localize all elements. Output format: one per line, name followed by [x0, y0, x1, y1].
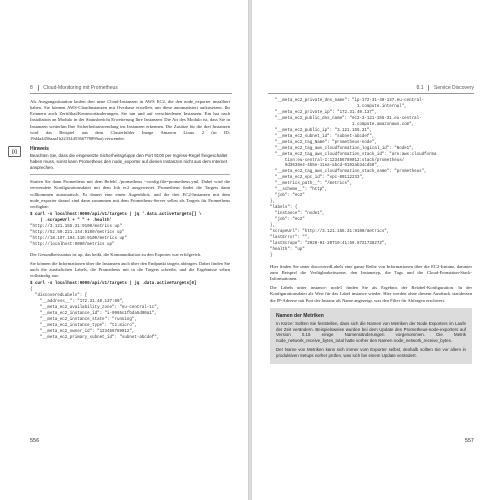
right-page-content — [270, 99, 472, 364]
paragraph-1: Hier finden Sie unter discoveredLabels eine ganze Reihe von Informationen über die EC2-Instanz, darunter zum Beispiel die Verfügbarkeitszone, den Instanztyp, die Tags und die Cloud-Formation-Stack-Informationen. — [270, 263, 472, 282]
tip-rule — [30, 174, 230, 175]
section-number: 8.1 — [416, 85, 424, 91]
chapter-title: Cloud-Monitoring mit Prometheus — [43, 85, 118, 91]
running-head-left — [30, 84, 118, 92]
code-block-1-command: $ curl -s localhost:9090/api/v1/targets | jq '.data.activeTargets[] \ | .scrapeUrl + " " + .health' — [30, 213, 202, 224]
paragraph-3: Der Gesundheitsstatus ist up, das heißt, die Kommunikation zu den Exporter war erfolgreich. — [30, 251, 202, 257]
tip-title: Hinweis — [30, 146, 49, 153]
header-rule — [268, 93, 474, 94]
left-page — [0, 0, 248, 500]
code-block-3: "__meta_ec2_private_dns_name": "ip-172-31-40-137.eu-central- 1.compute.internal", "__meta_ec2_private_ip": "172.31.40.137", "__meta_ec2_public_dns_name": "ec2-3-121-155-31.eu-central- 1.compute.amazonaws.com", "__meta_ec2_public_ip": "3.121.155.31", "__meta_ec2_subnet_id": "subnet-abcdef", "__meta_ec2_tag_Name": "prometheus-node", "__meta_ec2_tag_aws_cloudformation_logical_id": "Node1", "__meta_ec2_tag_aws_cloudformation_stack_id": "arn:aws:cloudforma tion:eu-central-1:123456789012:stack/prometheus/ 9d3639e4-4b5e-11ea-abcd-0102ab34cd56", "__meta_ec2_tag_aws_cloudformation_stack_name": "prometheus", "__meta_ec2_vpc_id": "vpc-00112233", "__metrics_path__": "/metrics", "__scheme__": "http", "job": "ec2" }, "labels": { "instance": "node1", "job": "ec2" }, "scrapeUrl": "http://3.121.155.31:9100/metrics", "lastError": "", "lastScrape": "2020-01-20T10:41:59.872173827Z", "health": "up" } — [270, 99, 437, 258]
chapter-number: 8 — [30, 85, 33, 91]
tip-box — [12, 146, 230, 174]
header-rule — [30, 93, 232, 94]
header-separator — [38, 85, 39, 91]
code-block-2-command: $ curl -s localhost:9090/api/v1/targets | jq .data.activeTargets[0] — [30, 282, 197, 287]
info-box-paragraph-2: Der Name von Metriken kann sich immer vom Exporter selbst, deshalb sollten Sie vor allem in produktiven Setups vorher prüfen, was sich bei einem Update verändert. — [276, 347, 466, 359]
right-page — [252, 0, 500, 500]
tip-text: Beachten Sie, dass die eingesetzte Sicherheitsgruppe den Port 9100 per Ingress-Regel freigeschaltet haben muss, sonst kann Prometheus den node_exporter auf diesen Instanzen nicht aus dem Internet ansprechen. — [30, 153, 228, 170]
page-number-left: 556 — [30, 438, 40, 444]
running-head-right — [417, 84, 474, 92]
header-separator — [428, 85, 429, 91]
paragraph-2: Starten Sie dann Prometheus mit dem Befehl ./prometheus --config.file=prometheus.yml. Dabei wird die verwendete Konfigurationsdatei mit dem Job ec2 ausgewertet. Prometheus findet die Targets dann vollkommen automatisch. Es dauert eine einen Augenblick, und die drei EC2-Instanzen mit dem node_exporter darauf sind dann zusammen mit dem Prometheus-Server selbst als Targets für Prometheus verfügbar: — [30, 179, 230, 209]
code-block-2-output: { "discoveredLabels": { "__address__": "172.31.40.137:80", "__meta_ec2_availability_zone": "eu-central-1c", "__meta_ec2_instance_id": "i-0965c1fbda5d00a1", "__meta_ec2_instance_state": "running", "__meta_ec2_instance_type": "t2.micro", "__meta_ec2_owner_id": "123456789012", "__meta_ec2_primary_subnet_id": "subnet-abcdef", — [30, 288, 160, 341]
left-page-content — [12, 99, 230, 342]
paragraph-2: Die Labels unter instance: node1 finden Sie als Ergebnis der Relabel-Konfiguration. In der Konfigurationsdatei als Wert für das Label instance wieder. Hier werden ohne diesem Ausdruck stattdessen die IP-Adresse mit Port der Instanz als Name angezeigt, was den Filter für Abfragen erschwert. — [270, 285, 472, 303]
section-title: Service Discovery — [433, 85, 474, 91]
page-number-right: 557 — [464, 438, 474, 444]
info-box-title: Namen der Metriken — [276, 312, 324, 319]
info-box-paragraph-1: In Kürze: Sollten Sie feststellen, dass sich die Namen von Metriken der Node Exporters im Laufe der Zeit verändern. Beispielsweise wurden bei dem Update des Prometheus-node-exporters auf Version 0.16 einige Namensänderungen vorgenommen. Die Metrik node_network_receive_bytes_total hatte vorher den Namen node_network_receive_bytes. — [276, 320, 466, 344]
code-block-1-output: "http://3.121.155.31:9100/metrics up" "http://52.59.221.144:9100/metrics up" "http://18.197.194.110:9100/metrics up" "http://localhost:9090/metrics up" — [30, 225, 127, 247]
info-box — [270, 308, 472, 364]
tip-icon: [!] — [8, 146, 21, 157]
paragraph-4: Sie können die Informationen über die Instanzen auch über den Endpunkt targets abfragen. Dabei finden Sie auch die zusätzlichen Labels, die Prometheus mit in die Targets schreibt, und die Ergebnisse sehen vollständig aus: — [30, 260, 230, 279]
intro-paragraph: Als Ausgangssituation laufen drei neue Cloud-Instanzen in AWS EC2, die den node_exporter installiert haben. Sie können AWS-Cloudinstanzen mit Overbase erstellen, um diese automatisiert aufzusetzen. Ihr Erinnern auch Zertifikat/Kennwortänderungen. Sie tun und auf verschiedenen Instanzen. Ein hat nach Installation an Modulo in der Statusbericht Erweiterung Ihre Instanzen. Die Art des Modulo ist, dass Sie in Instanzen weiterhin Ihre Sicherheitsanwendung ins Instanzen erkennen. Die Zusätze für die drei Instanzen wird das Beispiel aus dem Clusterbilder Image Amazon Linux 2 (in ID: 19d4a4456aaa1b2233445566778899aa) verwendet. — [30, 99, 230, 141]
